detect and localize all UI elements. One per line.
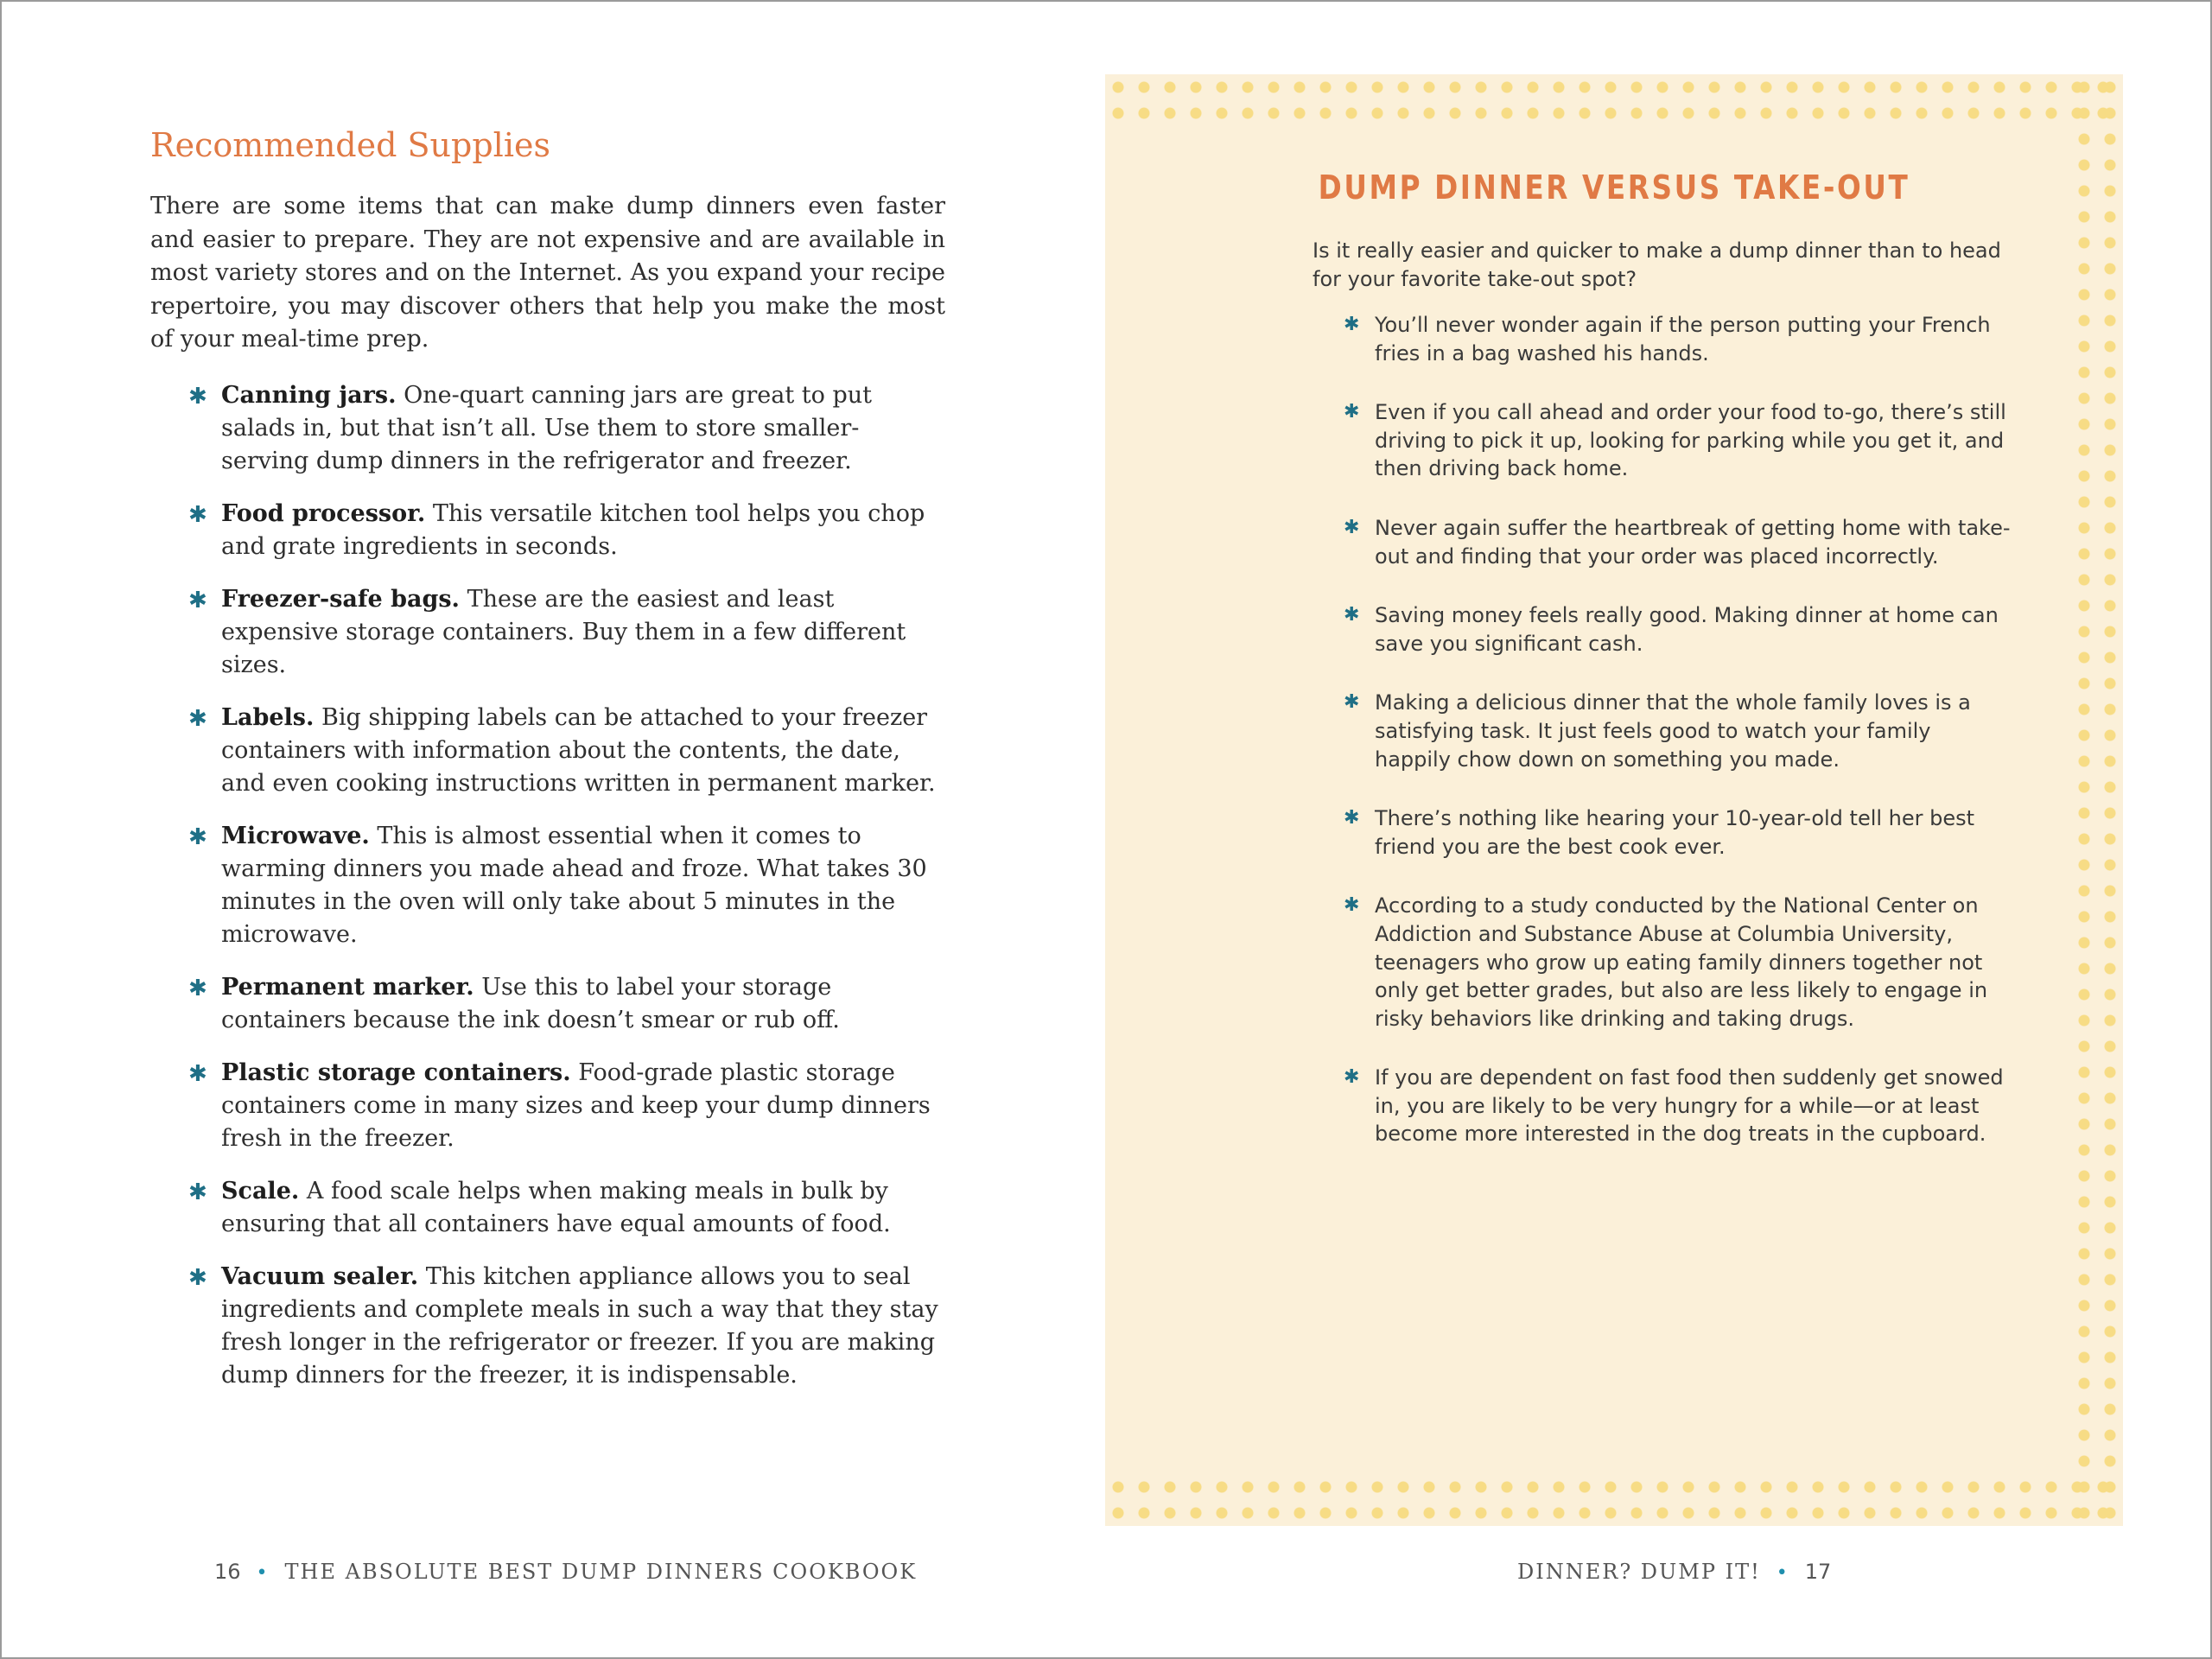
running-head-right: DINNER? DUMP IT! bbox=[1517, 1560, 1761, 1584]
supply-item bbox=[150, 1261, 945, 1392]
takeout-list bbox=[1313, 311, 2012, 1179]
bullet-star-icon: ✱ bbox=[188, 383, 207, 410]
takeout-item bbox=[1313, 689, 2012, 773]
takeout-item-text: There’s nothing like hearing your 10-year-old tell her best friend you are the best cook ever. bbox=[1375, 806, 1975, 859]
supply-list bbox=[150, 379, 945, 1392]
takeout-item bbox=[1313, 311, 2012, 367]
supply-description: This is almost essential when it comes to warming dinners you made ahead and froze. What takes 30 minutes in the oven will only take about 5 minutes in the microwave. bbox=[221, 822, 927, 948]
bullet-star-icon: ✱ bbox=[188, 1060, 207, 1087]
bullet-star-icon: ✱ bbox=[1344, 807, 1360, 830]
supply-item bbox=[150, 498, 945, 563]
takeout-sidebar bbox=[1105, 74, 2123, 1526]
takeout-item-text: Even if you call ahead and order your food to-go, there’s still driving to pick it up, looking for parking while you get it, and then driving back home. bbox=[1375, 400, 2006, 481]
bullet-star-icon: ✱ bbox=[1344, 516, 1360, 538]
supply-description: Food-grade plastic storage containers come in many sizes and keep your dump dinners fresh in the freezer. bbox=[221, 1058, 931, 1152]
bullet-star-icon: ✱ bbox=[188, 705, 207, 732]
section-title: Recommended Supplies bbox=[150, 126, 550, 164]
takeout-item bbox=[1313, 398, 2012, 483]
takeout-item-text: Making a delicious dinner that the whole family loves is a satisfying task. It just feels good to watch your family happily chow down on something you made. bbox=[1375, 690, 1971, 772]
left-page bbox=[150, 121, 945, 1412]
bullet-star-icon: ✱ bbox=[188, 587, 207, 613]
bullet-star-icon: ✱ bbox=[1344, 314, 1360, 335]
page-number-left: 16 bbox=[214, 1560, 241, 1584]
takeout-item-text: If you are dependent on fast food then suddenly get snowed in, you are likely to be very hungry for a while—or at least become more interested in the dog treats in the cupboard. bbox=[1375, 1065, 2004, 1147]
supply-name: Microwave. bbox=[221, 822, 370, 849]
dot-border-top bbox=[1105, 74, 2123, 130]
bullet-star-icon: ✱ bbox=[188, 975, 207, 1001]
sidebar-title: DUMP DINNER VERSUS TAKE-OUT bbox=[1318, 168, 1910, 207]
running-head-left: THE ABSOLUTE BEST DUMP DINNERS COOKBOOK bbox=[284, 1560, 918, 1584]
takeout-item bbox=[1313, 804, 2012, 861]
takeout-item bbox=[1313, 601, 2012, 658]
supply-description: One-quart canning jars are great to put salads in, but that isn’t all. Use them to store smaller-serving dump dinners in the refrigerator and freezer. bbox=[221, 381, 873, 474]
dot-border-bottom bbox=[1105, 1471, 2123, 1526]
bullet-star-icon: ✱ bbox=[188, 501, 207, 528]
takeout-item bbox=[1313, 514, 2012, 570]
bullet-star-icon: ✱ bbox=[188, 1179, 207, 1205]
takeout-item-text: According to a study conducted by the National Center on Addiction and Substance Abuse at Columbia University, teenagers who grow up eating family dinners together not only get better grades, but also are less likely to engage in risky behaviors like drinking and taking drugs. bbox=[1375, 893, 1988, 1031]
footer-right bbox=[1517, 1558, 1831, 1587]
supply-name: Food processor. bbox=[221, 499, 426, 527]
bullet-star-icon: ✱ bbox=[188, 823, 207, 850]
supply-name: Canning jars. bbox=[221, 381, 397, 409]
footer-separator-left: • bbox=[256, 1562, 270, 1584]
page-number-right: 17 bbox=[1804, 1560, 1832, 1584]
supply-name: Plastic storage containers. bbox=[221, 1058, 571, 1086]
supply-item bbox=[150, 1175, 945, 1241]
supply-item bbox=[150, 702, 945, 800]
supply-name: Freezer-safe bags. bbox=[221, 585, 460, 613]
supply-name: Labels. bbox=[221, 703, 315, 731]
supply-name: Scale. bbox=[221, 1177, 300, 1205]
supply-description: Big shipping labels can be attached to your freezer containers with information about the contents, the date, and even cooking instructions written in permanent marker. bbox=[221, 703, 936, 797]
bullet-star-icon: ✱ bbox=[1344, 604, 1360, 626]
bullet-star-icon: ✱ bbox=[1344, 401, 1360, 423]
supply-description: Use this to label your storage containers because the ink doesn’t smear or rub off. bbox=[221, 973, 840, 1033]
footer-left bbox=[214, 1558, 917, 1587]
supply-description: This versatile kitchen tool helps you chop and grate ingredients in seconds. bbox=[221, 499, 925, 560]
supply-name: Permanent marker. bbox=[221, 973, 474, 1001]
supply-item bbox=[150, 971, 945, 1037]
supply-item bbox=[150, 379, 945, 478]
bullet-star-icon: ✱ bbox=[1344, 894, 1360, 917]
bullet-star-icon: ✱ bbox=[188, 1264, 207, 1291]
bullet-star-icon: ✱ bbox=[1344, 691, 1360, 714]
dot-border-right bbox=[2068, 74, 2123, 1526]
takeout-item-text: Never again suffer the heartbreak of getting home with take-out and finding that your order was placed incorrectly. bbox=[1375, 515, 2011, 569]
supply-name: Vacuum sealer. bbox=[221, 1262, 419, 1290]
footer-separator-right: • bbox=[1776, 1562, 1789, 1584]
intro-paragraph: There are some items that can make dump dinners even faster and easier to prepare. They are not expensive and are available in most variety stores and on the Internet. As you expand your recipe repertoire, you may discover others that help you make the most of your meal-time prep. bbox=[150, 193, 945, 353]
supply-description: A food scale helps when making meals in bulk by ensuring that all containers have equal amounts of food. bbox=[221, 1177, 891, 1237]
takeout-item-text: Saving money feels really good. Making dinner at home can save you significant cash. bbox=[1375, 603, 1999, 656]
supply-item bbox=[150, 1057, 945, 1155]
sidebar-intro: Is it really easier and quicker to make a dump dinner than to head for your favorite take-out spot? bbox=[1313, 238, 2001, 291]
bullet-star-icon: ✱ bbox=[1344, 1066, 1360, 1089]
takeout-item bbox=[1313, 1064, 2012, 1148]
takeout-item-text: You’ll never wonder again if the person putting your French fries in a bag washed his hands. bbox=[1375, 313, 1991, 365]
supply-item bbox=[150, 583, 945, 682]
supply-description: These are the easiest and least expensive storage containers. Buy them in a few different sizes. bbox=[221, 585, 906, 678]
supply-item bbox=[150, 820, 945, 951]
supply-description: This kitchen appliance allows you to seal ingredients and complete meals in such a way that they stay fresh longer in the refrigerator or freezer. If you are making dump dinners for the freezer, it is indispensable. bbox=[221, 1262, 938, 1389]
takeout-item bbox=[1313, 892, 2012, 1033]
